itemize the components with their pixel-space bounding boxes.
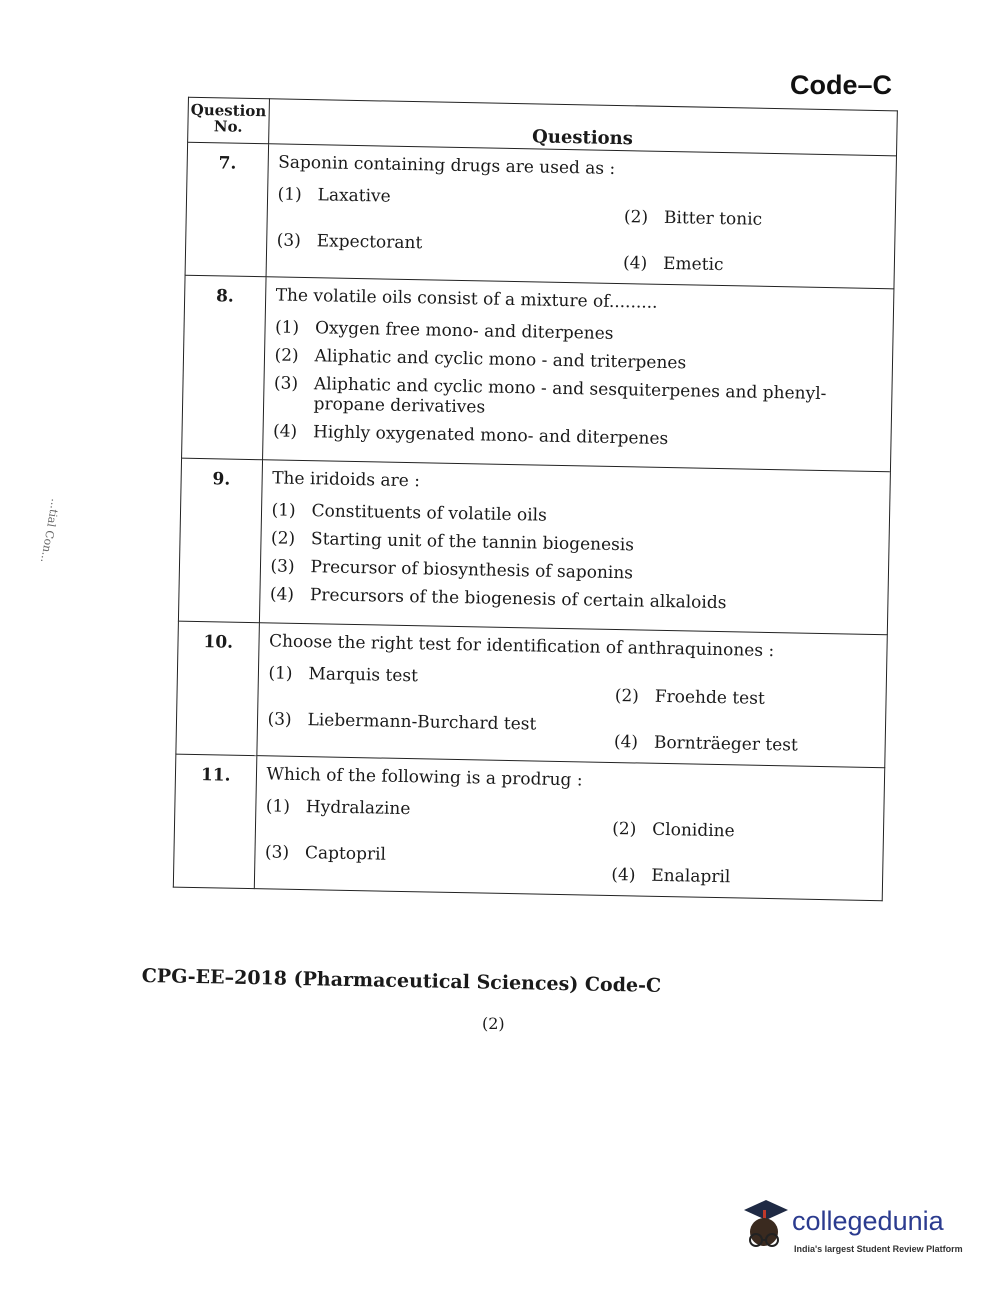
option (274, 345, 888, 377)
option (271, 528, 885, 560)
option-number: (1) (274, 317, 300, 338)
option (270, 556, 884, 588)
question-body (266, 144, 897, 289)
collegedunia-logo (736, 1196, 966, 1266)
option-grid (276, 184, 891, 278)
option (270, 584, 884, 616)
option-number: (3) (267, 709, 292, 730)
page-number: (2) (482, 1014, 505, 1033)
option (273, 421, 887, 453)
option-text: Aliphatic and cyclic mono - and sesquiterpenes and phenyl-propane derivatives (313, 374, 827, 418)
option-number: (4) (611, 865, 636, 886)
option-number: (2) (612, 819, 637, 840)
option-number: (2) (614, 686, 640, 707)
option-text: Hydralazine (305, 797, 411, 820)
option-text: Emetic (662, 253, 724, 276)
option (574, 715, 881, 757)
option-text: Constituents of volatile oils (311, 501, 547, 526)
option (265, 796, 572, 838)
option (584, 190, 891, 232)
option (277, 184, 584, 226)
question-row (173, 754, 884, 901)
option (275, 317, 889, 349)
margin-scan-text: ...tial Con... (37, 497, 62, 564)
question-stem: Which of the following is a prodrug : (266, 764, 583, 791)
question-stem: Choose the right test for identification of anthraquinones : (268, 631, 775, 662)
option (268, 663, 575, 705)
question-row (182, 275, 894, 472)
option (265, 842, 572, 884)
question-stem: The volatile oils consist of a mixture of......... (275, 285, 658, 313)
option (575, 669, 882, 711)
option-text: Laxative (317, 185, 391, 207)
question-number: 7. (185, 142, 268, 277)
questions-header: Questions (268, 99, 897, 156)
option-text: Expectorant (316, 231, 423, 254)
paper-code: Code–C (790, 70, 893, 100)
option-number: (4) (269, 584, 295, 605)
student-mascot-icon (736, 1196, 794, 1258)
option-grid (267, 663, 882, 757)
question-body (256, 623, 887, 768)
option-number: (2) (274, 345, 299, 366)
option-text: Highly oxygenated mono- and diterpenes (312, 422, 669, 450)
option-text: Oxygen free mono- and diterpenes (314, 318, 614, 344)
option-text: Precursor of biosynthesis of saponins (310, 557, 634, 584)
option-text: Aliphatic and cyclic mono - and triterpenes (314, 346, 687, 374)
option-text: Froehde test (654, 686, 765, 709)
question-row (176, 621, 887, 768)
question-sheet (133, 96, 880, 990)
option-text: Precursors of the biogenesis of certain alkaloids (309, 585, 727, 614)
question-number: 11. (173, 754, 256, 889)
question-row (178, 458, 890, 635)
option-number: (1) (277, 184, 302, 205)
option (583, 236, 890, 278)
option-number: (1) (268, 663, 293, 684)
option-text: Marquis test (308, 664, 419, 687)
option-list (273, 317, 889, 453)
option (572, 802, 879, 844)
question-stem: Saponin containing drugs are used as : (278, 152, 616, 179)
question-body (259, 460, 891, 635)
question-table (173, 97, 898, 901)
option (267, 709, 574, 751)
option-number: (2) (270, 528, 296, 549)
option (571, 848, 878, 890)
option-number: (4) (622, 253, 648, 274)
option-number: (3) (276, 230, 302, 251)
question-stem: The iridoids are : (271, 468, 421, 492)
option-number: (3) (273, 373, 299, 394)
option-number: (3) (270, 556, 295, 577)
option-number: (3) (264, 842, 290, 863)
question-no-header: Question No. (188, 97, 269, 144)
option-grid (265, 796, 880, 890)
option-text: Bornträeger test (653, 732, 798, 756)
option (276, 230, 583, 272)
option-text: Bitter tonic (663, 207, 763, 230)
footer-title: CPG-EE–2018 (Pharmaceutical Sciences) Code-C (141, 965, 662, 997)
option-number: (4) (613, 732, 639, 753)
brand-tagline: India's largest Student Review Platform (794, 1244, 963, 1254)
brand-name: collegedunia (792, 1206, 944, 1236)
question-number: 9. (178, 458, 262, 623)
question-body (254, 756, 885, 901)
option-number: (2) (623, 207, 649, 228)
option (271, 500, 885, 532)
option-number: (4) (272, 421, 298, 442)
option-number: (1) (271, 500, 296, 521)
option-text: Starting unit of the tannin biogenesis (310, 529, 635, 556)
option-number: (1) (265, 796, 291, 817)
option (273, 373, 887, 425)
option-text: Captopril (304, 843, 387, 865)
option-list (270, 500, 885, 616)
option-text: Liebermann-Burchard test (307, 710, 537, 735)
question-body (262, 277, 894, 472)
question-number: 8. (182, 275, 266, 460)
question-row (185, 142, 896, 289)
option-text: Enalapril (651, 865, 731, 888)
question-number: 10. (176, 621, 259, 756)
option-text: Clonidine (652, 819, 735, 842)
